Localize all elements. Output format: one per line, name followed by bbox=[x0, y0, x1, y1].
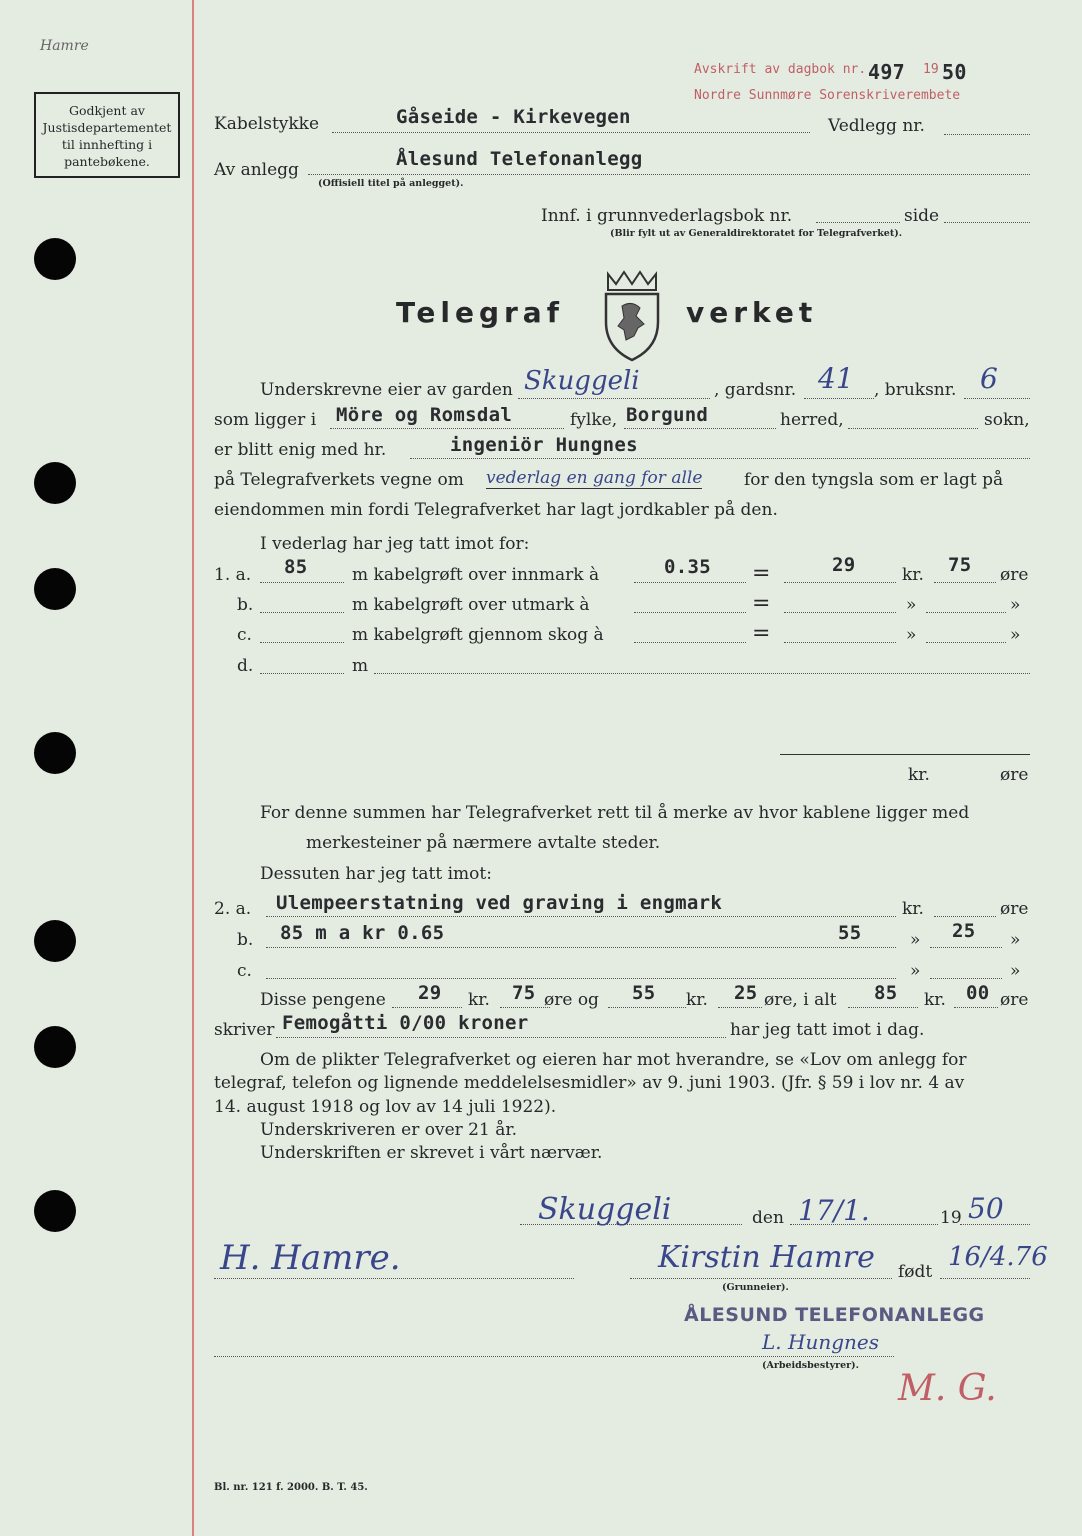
anlegg-label: Av anlegg bbox=[214, 160, 299, 180]
kr-label: kr. bbox=[468, 990, 490, 1010]
dotted-line bbox=[634, 612, 746, 613]
foreman-note: (Arbeidsbestyrer). bbox=[762, 1360, 859, 1371]
total-kr-sum: 85 bbox=[874, 982, 898, 1004]
sokn-label: sokn, bbox=[984, 410, 1030, 430]
bruksnr-value: 6 bbox=[980, 362, 998, 395]
dotted-line bbox=[784, 582, 896, 583]
anlegg-note: (Offisiell titel på anlegget). bbox=[318, 178, 464, 189]
row-kr-label: » bbox=[906, 595, 917, 615]
witness-signature: H. Hamre. bbox=[220, 1238, 401, 1278]
engineer-value: ingeniör Hungnes bbox=[450, 434, 638, 456]
dotted-line bbox=[804, 398, 874, 399]
para-post: for den tyngsla som er lagt på bbox=[744, 470, 1004, 490]
place-signature: Skuggeli bbox=[538, 1192, 672, 1227]
kr-label: kr. bbox=[924, 990, 946, 1010]
dotted-line bbox=[260, 642, 344, 643]
dotted-line bbox=[374, 673, 1030, 674]
registry-year: 50 bbox=[942, 60, 967, 84]
dotted-line bbox=[926, 612, 1006, 613]
kabelstykke-value: Gåseide - Kirkevegen bbox=[396, 106, 631, 128]
para-pre: på Telegrafverkets vegne om bbox=[214, 470, 464, 490]
dotted-line bbox=[784, 642, 896, 643]
gardsnr-label: , gardsnr. bbox=[714, 380, 797, 400]
dotted-line bbox=[500, 1007, 550, 1008]
kr-label: kr. bbox=[686, 990, 708, 1010]
dotted-line bbox=[934, 916, 996, 917]
total-ore2: 25 bbox=[734, 982, 758, 1004]
innf-label: Innf. i grunnvederlagsbok nr. bbox=[541, 206, 793, 226]
dotted-line bbox=[276, 1037, 726, 1038]
dotted-line bbox=[392, 1007, 462, 1008]
dotted-line bbox=[260, 612, 344, 613]
dotted-line bbox=[624, 428, 776, 429]
legal-line2: telegraf, telefon og lignende meddelelsesmidler» av 9. juni 1903. (Jfr. § 59 i lov nr. 4 av bbox=[214, 1073, 965, 1093]
punch-hole bbox=[34, 920, 76, 962]
registry-prefix: Avskrift av dagbok nr. bbox=[694, 62, 867, 77]
dotted-line bbox=[848, 428, 978, 429]
dotted-line bbox=[930, 947, 1002, 948]
row-label: c. bbox=[237, 625, 252, 645]
row-kr-label: » bbox=[906, 625, 917, 645]
row-text: m kabelgrøft over innmark à bbox=[352, 565, 600, 585]
additional-heading: Dessuten har jeg tatt imot: bbox=[260, 864, 492, 884]
title-right: verket bbox=[686, 296, 818, 329]
fodt-label: født bbox=[898, 1262, 933, 1282]
dotted-line bbox=[630, 1278, 892, 1279]
owner-signature: Kirstin Hamre bbox=[658, 1240, 875, 1275]
ligger-label: som ligger i bbox=[214, 410, 317, 430]
dotted-line bbox=[964, 398, 1030, 399]
dotted-line bbox=[260, 673, 344, 674]
corner-note: Hamre bbox=[40, 38, 89, 54]
row-ore: 25 bbox=[952, 920, 976, 942]
dotted-line bbox=[608, 1007, 686, 1008]
sum-line bbox=[780, 754, 1030, 755]
para-line2: eiendommen min fordi Telegrafverket har lagt jordkabler på den. bbox=[214, 500, 778, 520]
approval-line: pantebøkene. bbox=[64, 154, 150, 169]
dotted-line bbox=[410, 458, 1030, 459]
kabelstykke-label: Kabelstykke bbox=[214, 114, 320, 134]
dotted-line bbox=[308, 174, 1030, 175]
municipality-value: Borgund bbox=[626, 404, 709, 426]
punch-hole bbox=[34, 1190, 76, 1232]
disse-label: Disse pengene bbox=[260, 990, 386, 1010]
birth-date: 16/4.76 bbox=[948, 1242, 1048, 1272]
total-kr-label: kr. bbox=[908, 765, 930, 785]
total-kr2: 55 bbox=[632, 982, 656, 1004]
margin-line bbox=[192, 0, 194, 1536]
dotted-line bbox=[954, 1007, 998, 1008]
row-kr-label: kr. bbox=[902, 565, 924, 585]
row-label: 1. a. bbox=[214, 565, 252, 585]
dotted-line bbox=[266, 978, 896, 979]
side-label: side bbox=[904, 206, 940, 226]
rights-line2: merkesteiner på nærmere avtalte steder. bbox=[306, 833, 661, 853]
dotted-line bbox=[934, 582, 996, 583]
dotted-line bbox=[816, 222, 900, 223]
row-eq: = bbox=[752, 561, 771, 586]
age-statement: Underskriveren er over 21 år. bbox=[260, 1120, 517, 1140]
amount-words: Femogåtti 0/00 kroner bbox=[282, 1012, 529, 1034]
gardsnr-value: 41 bbox=[818, 362, 854, 395]
dotted-line bbox=[266, 916, 896, 917]
row-ore-label: » bbox=[1010, 930, 1021, 950]
row-rate: 0.35 bbox=[664, 556, 711, 578]
approval-line: Godkjent av bbox=[69, 103, 145, 118]
dotted-line bbox=[940, 1278, 1030, 1279]
punch-hole bbox=[34, 1026, 76, 1068]
ore-label: øre bbox=[1000, 990, 1029, 1010]
dotted-line bbox=[330, 428, 564, 429]
county-value: Möre og Romsdal bbox=[336, 404, 513, 426]
row-text: Ulempeerstatning ved graving i engmark bbox=[276, 892, 723, 914]
row-kr-label: » bbox=[910, 961, 921, 981]
row-text: m kabelgrøft over utmark à bbox=[352, 595, 590, 615]
row-label: b. bbox=[237, 595, 254, 615]
year-prefix: 19 bbox=[940, 1208, 962, 1228]
den-label: den bbox=[752, 1208, 784, 1228]
witness-statement: Underskriften er skrevet i vårt nærvær. bbox=[260, 1143, 603, 1163]
row-kr: 55 bbox=[838, 922, 862, 944]
form-footer: Bl. nr. 121 f. 2000. B. T. 45. bbox=[214, 1482, 368, 1493]
dotted-line bbox=[634, 582, 746, 583]
row-ore-label: » bbox=[1010, 595, 1021, 615]
dotted-line bbox=[848, 1007, 918, 1008]
owner-note: (Grunneier). bbox=[722, 1282, 789, 1293]
row-kr: 29 bbox=[832, 554, 856, 576]
row-label: b. bbox=[237, 930, 254, 950]
row-eq: = bbox=[752, 621, 771, 646]
row-eq: = bbox=[752, 591, 771, 616]
row-kr-label: » bbox=[910, 930, 921, 950]
fylke-label: fylke, bbox=[570, 410, 618, 430]
vedlegg-label: Vedlegg nr. bbox=[828, 116, 925, 136]
row-label: 2. a. bbox=[214, 899, 252, 919]
registry-office: Nordre Sunnmøre Sorenskriverembete bbox=[694, 88, 961, 103]
ore-og-label: øre og bbox=[544, 990, 599, 1010]
total-ore-label: øre bbox=[1000, 765, 1029, 785]
dotted-line bbox=[944, 134, 1030, 135]
dotted-line bbox=[930, 978, 1002, 979]
date-value: 17/1. bbox=[798, 1194, 870, 1227]
dotted-line bbox=[634, 642, 746, 643]
row-ore-label: » bbox=[1010, 625, 1021, 645]
registry-number: 497 bbox=[868, 60, 906, 84]
punch-hole bbox=[34, 238, 76, 280]
dotted-line bbox=[926, 642, 1006, 643]
dotted-line bbox=[266, 947, 896, 948]
legal-line1: Om de plikter Telegrafverket og eieren har mot hverandre, se «Lov om anlegg for bbox=[260, 1050, 967, 1070]
total-kr1: 29 bbox=[418, 982, 442, 1004]
approval-box bbox=[34, 92, 180, 178]
foreman-signature: L. Hungnes bbox=[762, 1330, 879, 1354]
dotted-line bbox=[214, 1278, 574, 1279]
row-ore-label: øre bbox=[1000, 565, 1029, 585]
approval-line: Justisdepartementet bbox=[42, 120, 172, 135]
title-left: Telegraf bbox=[396, 296, 564, 329]
innf-note: (Blir fylt ut av Generaldirektoratet for Telegrafverket). bbox=[610, 228, 903, 239]
row-text: m kabelgrøft gjennom skog à bbox=[352, 625, 604, 645]
dotted-line bbox=[784, 612, 896, 613]
row-text: m bbox=[352, 656, 369, 676]
row-ore: 75 bbox=[948, 554, 972, 576]
initials-mark: M. G. bbox=[898, 1368, 997, 1409]
undersign-label: Underskrevne eier av garden bbox=[260, 380, 513, 400]
total-ore-sum: 00 bbox=[966, 982, 990, 1004]
punch-hole bbox=[34, 568, 76, 610]
agency-stamp: ÅLESUND TELEFONANLEGG bbox=[684, 1304, 985, 1326]
enig-label: er blitt enig med hr. bbox=[214, 440, 387, 460]
dotted-line bbox=[718, 1007, 762, 1008]
herred-label: herred, bbox=[780, 410, 844, 430]
row-ore-label: » bbox=[1010, 961, 1021, 981]
coat-of-arms-icon bbox=[600, 270, 664, 362]
para-underlined: vederlag en gang for alle bbox=[486, 468, 703, 488]
dotted-line bbox=[332, 132, 810, 133]
row-kr-label: kr. bbox=[902, 899, 924, 919]
row-ore-label: øre bbox=[1000, 899, 1029, 919]
dotted-line bbox=[214, 1356, 894, 1357]
bruksnr-label: , bruksnr. bbox=[874, 380, 957, 400]
total-ore1: 75 bbox=[512, 982, 536, 1004]
anlegg-value: Ålesund Telefonanlegg bbox=[396, 148, 643, 170]
imot-label: har jeg tatt imot i dag. bbox=[730, 1020, 925, 1040]
year-value: 50 bbox=[968, 1192, 1004, 1225]
compensation-heading: I vederlag har jeg tatt imot for: bbox=[260, 534, 530, 554]
legal-line3: 14. august 1918 og lov av 14 juli 1922). bbox=[214, 1097, 557, 1117]
dotted-line bbox=[518, 398, 710, 399]
ore-alt-label: øre, i alt bbox=[764, 990, 837, 1010]
punch-hole bbox=[34, 462, 76, 504]
approval-line: til innhefting i bbox=[61, 137, 153, 152]
dotted-line bbox=[260, 582, 344, 583]
skriver-label: skriver bbox=[214, 1020, 275, 1040]
row-label: c. bbox=[237, 961, 252, 981]
registry-year-prefix: 19 bbox=[923, 62, 939, 77]
dotted-line bbox=[944, 222, 1030, 223]
rights-line1: For denne summen har Telegrafverket rett til å merke av hvor kablene ligger med bbox=[260, 803, 970, 823]
row-qty: 85 bbox=[284, 556, 308, 578]
row-text: 85 m a kr 0.65 bbox=[280, 922, 445, 944]
punch-hole bbox=[34, 732, 76, 774]
row-label: d. bbox=[237, 656, 254, 676]
farm-name: Skuggeli bbox=[524, 366, 640, 396]
